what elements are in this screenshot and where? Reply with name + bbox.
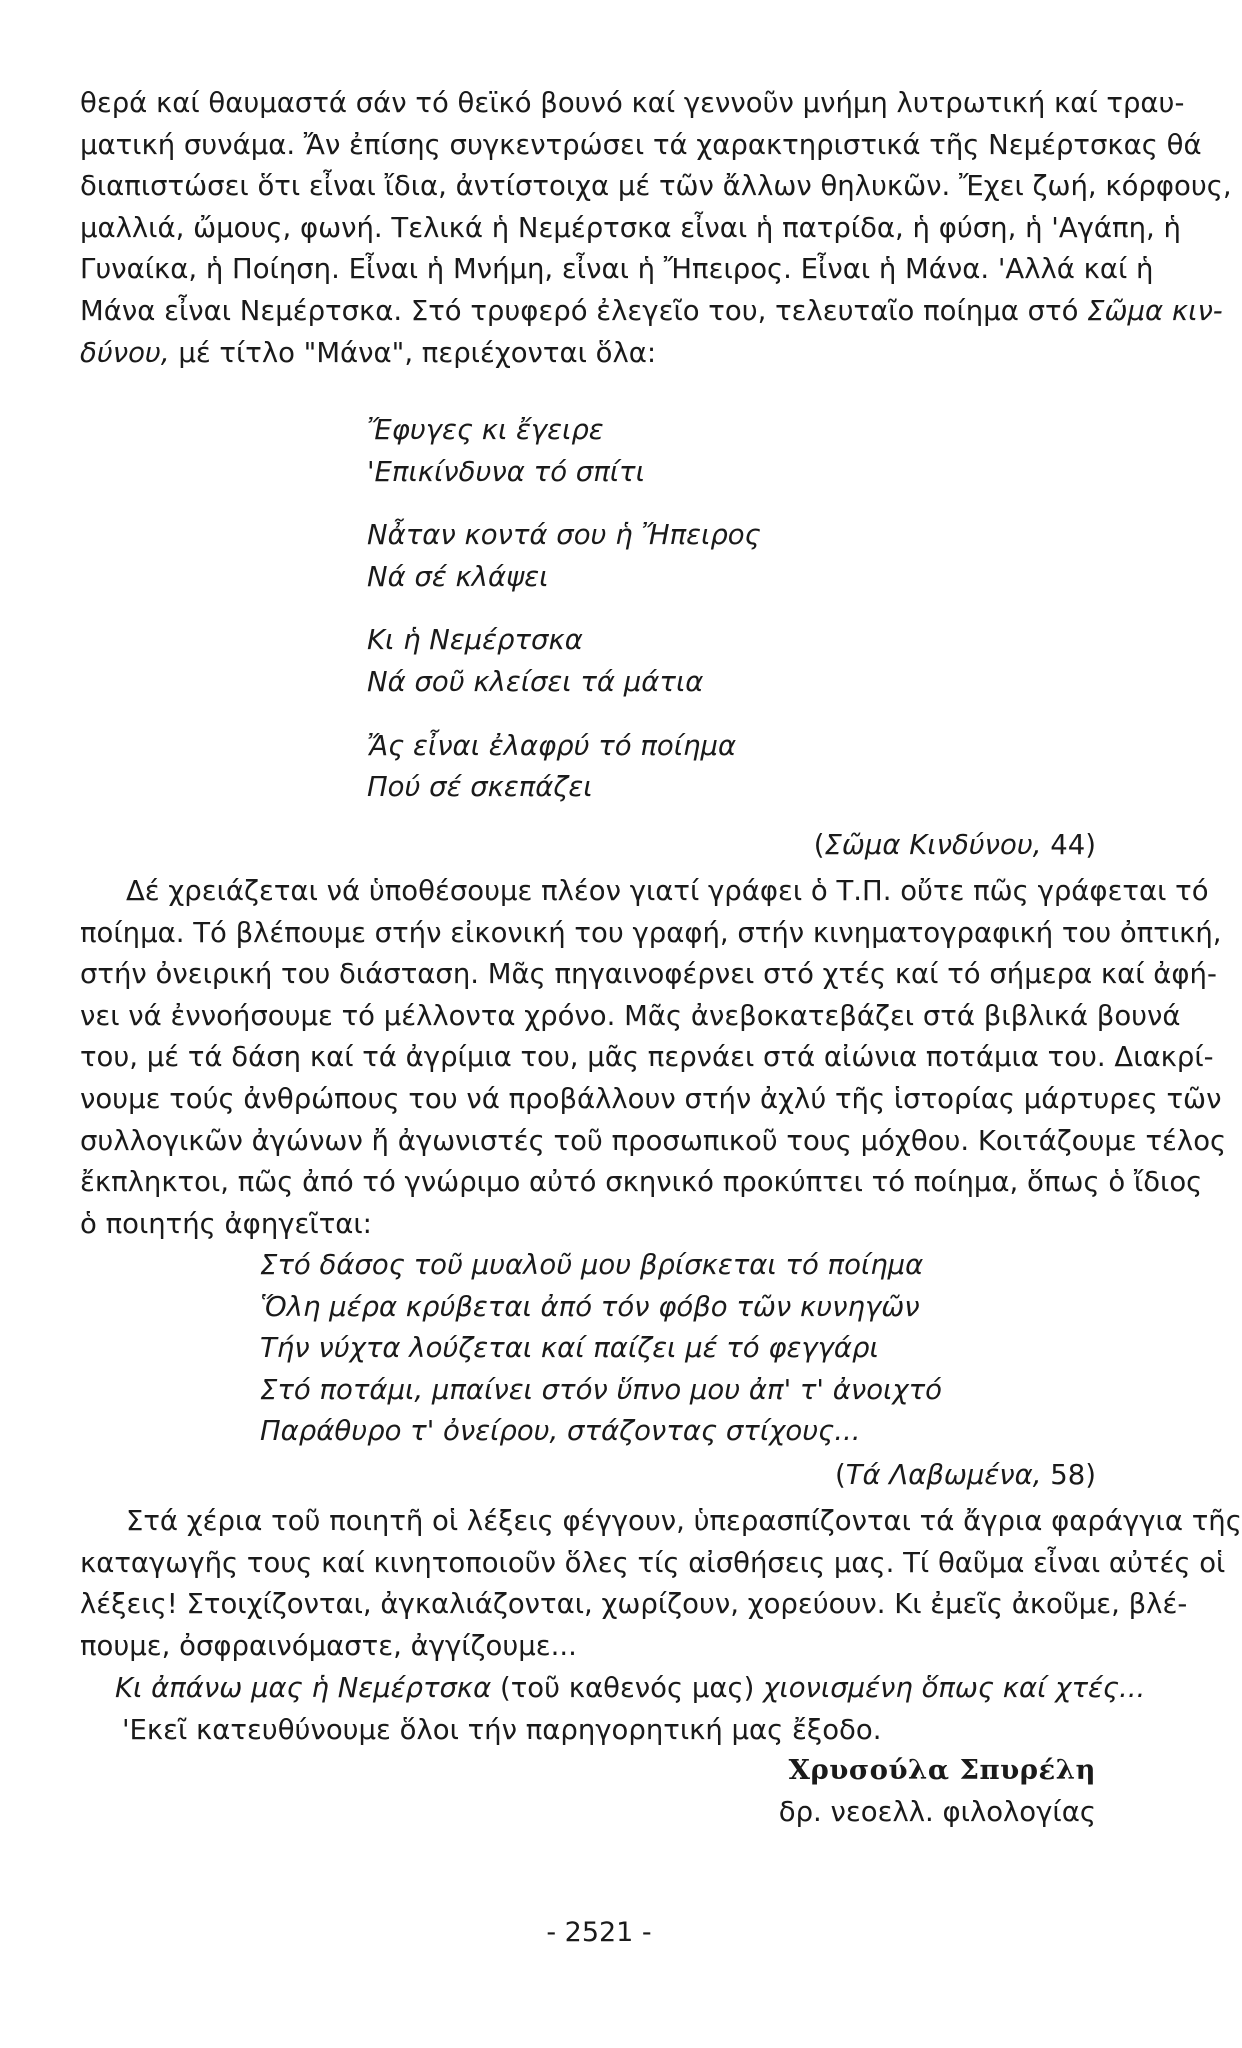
poem-line: Πού σέ σκεπάζει bbox=[367, 771, 593, 804]
poem-mana bbox=[367, 410, 761, 809]
book-title: δύνου, bbox=[80, 336, 170, 369]
paragraph-2 bbox=[80, 871, 1227, 1245]
poem-lavomena bbox=[260, 1245, 942, 1453]
poem-line: Στό ποτάμι, μπαίνει στόν ὕπνο μου ἀπ' τ' ἀνοιχτό bbox=[260, 1373, 943, 1406]
text-line: ὁ ποιητής ἀφηγεῖται: bbox=[80, 1207, 372, 1240]
text-line: νει νά ἐννοήσουμε τό μέλλοντα χρόνο. Μᾶς ἀνεβοκατεβάζει στά βιβλικά βουνά bbox=[80, 999, 1181, 1032]
closing-line-2: 'Εκεῖ κατευθύνουμε ὅλοι τήν παρηγορητική μας ἔξοδο. bbox=[122, 1714, 882, 1746]
citation-page: 58) bbox=[1050, 1459, 1096, 1491]
text-line: πουμε, ὀσφραινόμαστε, ἀγγίζουμε... bbox=[80, 1629, 577, 1662]
citation-open: ( bbox=[813, 829, 825, 861]
poem-line: Νά σοῦ κλείσει τά μάτια bbox=[367, 665, 704, 698]
text-line: ἔκπληκτοι, πῶς ἀπό τό γνώριμο αὐτό σκηνικό προκύπτει τό ποίημα, ὅπως ὁ ἴδιος bbox=[80, 1166, 1203, 1199]
paragraph-1 bbox=[80, 83, 1232, 374]
text-line: Δέ χρειάζεται νά ὑποθέσουμε πλέον γιατί γράφει ὁ Τ.Π. οὔτε πῶς γράφεται τό bbox=[126, 875, 1209, 907]
text-line: μαλλιά, ὤμους, φωνή. Τελικά ἡ Νεμέρτσκα εἶναι ἡ πατρίδα, ἡ φύση, ἡ 'Αγάπη, ἡ bbox=[80, 211, 1181, 244]
citation-title: Τά Λαβωμένα, bbox=[845, 1459, 1042, 1491]
poem-line: Νά σέ κλάψει bbox=[367, 560, 549, 593]
poem-line: Ἄς εἶναι ἐλαφρύ τό ποίημα bbox=[367, 729, 737, 762]
poem-line: Κι ἡ Νεμέρτσκα bbox=[367, 624, 583, 657]
closing-line-1 bbox=[115, 1668, 1145, 1710]
page-number: - 2521 - bbox=[546, 1917, 652, 1948]
poem-line: Στό δάσος τοῦ μυαλοῦ μου βρίσκεται τό ποίημα bbox=[260, 1249, 924, 1281]
citation-page: 44) bbox=[1050, 829, 1096, 861]
text-line: του, μέ τά δάση καί τά ἀγρίμια του, μᾶς περνάει στά αἰώνια ποτάμια του. Διακρί- bbox=[80, 1041, 1214, 1074]
text-line: Γυναίκα, ἡ Ποίηση. Εἶναι ἡ Μνήμη, εἶναι ἡ Ἤπειρος. Εἶναι ἡ Μάνα. 'Αλλά καί ἡ bbox=[80, 253, 1154, 286]
closing-plain: (τοῦ καθενός μας) bbox=[491, 1672, 764, 1704]
paragraph-3 bbox=[80, 1501, 1242, 1667]
citation-open: ( bbox=[835, 1459, 846, 1491]
text-line: λέξεις! Στοιχίζονται, ἀγκαλιάζονται, χωρίζουν, χορεύουν. Κι ἐμεῖς ἀκοῦμε, βλέ- bbox=[80, 1588, 1188, 1621]
poem-citation bbox=[814, 825, 1096, 867]
text-line: διαπιστώσει ὅτι εἶναι ἴδια, ἀντίστοιχα μέ τῶν ἄλλων θηλυκῶν. Ἔχει ζωή, κόρφους, bbox=[80, 170, 1232, 203]
poem-line: Ἔφυγες κι ἔγειρε bbox=[367, 414, 604, 446]
text-line: Στά χέρια τοῦ ποιητῆ οἱ λέξεις φέγγουν, ὑπερασπίζονται τά ἄγρια φαράγγια τῆς bbox=[126, 1505, 1242, 1537]
author-signature bbox=[779, 1750, 1096, 1833]
poem-line: Ὅλη μέρα κρύβεται ἀπό τόν φόβο τῶν κυνηγῶν bbox=[260, 1290, 920, 1323]
text-line: συλλογικῶν ἀγώνων ἤ ἀγωνιστές τοῦ προσωπικοῦ τους μόχθου. Κοιτάζουμε τέλος bbox=[80, 1124, 1227, 1157]
closing-italic-b: χιονισμένη ὅπως καί χτές... bbox=[763, 1672, 1146, 1704]
poem-line: Νἆταν κοντά σου ἡ Ἤπειρος bbox=[367, 519, 761, 552]
text-line: ματική συνάμα. Ἄν ἐπίσης συγκεντρώσει τά χαρακτηριστικά τῆς Νεμέρτσκας θά bbox=[80, 128, 1202, 161]
author-name: Χρυσούλα Σπυρέλη bbox=[788, 1754, 1096, 1786]
text-line: στήν ὀνειρική του διάσταση. Μᾶς πηγαινοφέρνει στό χτές καί τό σήμερα καί ἀφή- bbox=[80, 958, 1217, 991]
poem-citation bbox=[835, 1455, 1096, 1497]
book-title: Σῶμα κιν- bbox=[1087, 294, 1223, 327]
closing-italic-a: Κι ἀπάνω μας ἡ Νεμέρτσκα bbox=[115, 1672, 492, 1704]
text-line: δύνου, μέ τίτλο "Μάνα", περιέχονται ὅλα: bbox=[80, 336, 657, 369]
author-title: δρ. νεοελλ. φιλολογίας bbox=[778, 1795, 1096, 1828]
text-line: νουμε τούς ἀνθρώπους του νά προβάλλουν στήν ἀχλύ τῆς ἱστορίας μάρτυρες τῶν bbox=[80, 1082, 1222, 1115]
text-line: θερά καί θαυμαστά σάν τό θεϊκό βουνό καί γεννοῦν μνήμη λυτρωτική καί τραυ- bbox=[80, 87, 1185, 119]
poem-line: 'Επικίνδυνα τό σπίτι bbox=[367, 455, 645, 488]
poem-line: Τήν νύχτα λούζεται καί παίζει μέ τό φεγγάρι bbox=[260, 1332, 879, 1365]
text-line: ποίημα. Τό βλέπουμε στήν εἰκονική του γραφή, στήν κινηματογραφική του ὀπτική, bbox=[80, 916, 1222, 949]
citation-title: Σῶμα Κινδύνου, bbox=[824, 829, 1042, 861]
poem-line: Παράθυρο τ' ὀνείρου, στάζοντας στίχους... bbox=[260, 1415, 861, 1448]
text-line: καταγωγῆς τους καί κινητοποιοῦν ὅλες τίς αἰσθήσεις μας. Τί θαῦμα εἶναι αὐτές οἱ bbox=[80, 1546, 1226, 1579]
text-line: Μάνα εἶναι Νεμέρτσκα. Στό τρυφερό ἐλεγεῖο του, τελευταῖο ποίημα στό Σῶμα κιν- bbox=[80, 294, 1223, 327]
